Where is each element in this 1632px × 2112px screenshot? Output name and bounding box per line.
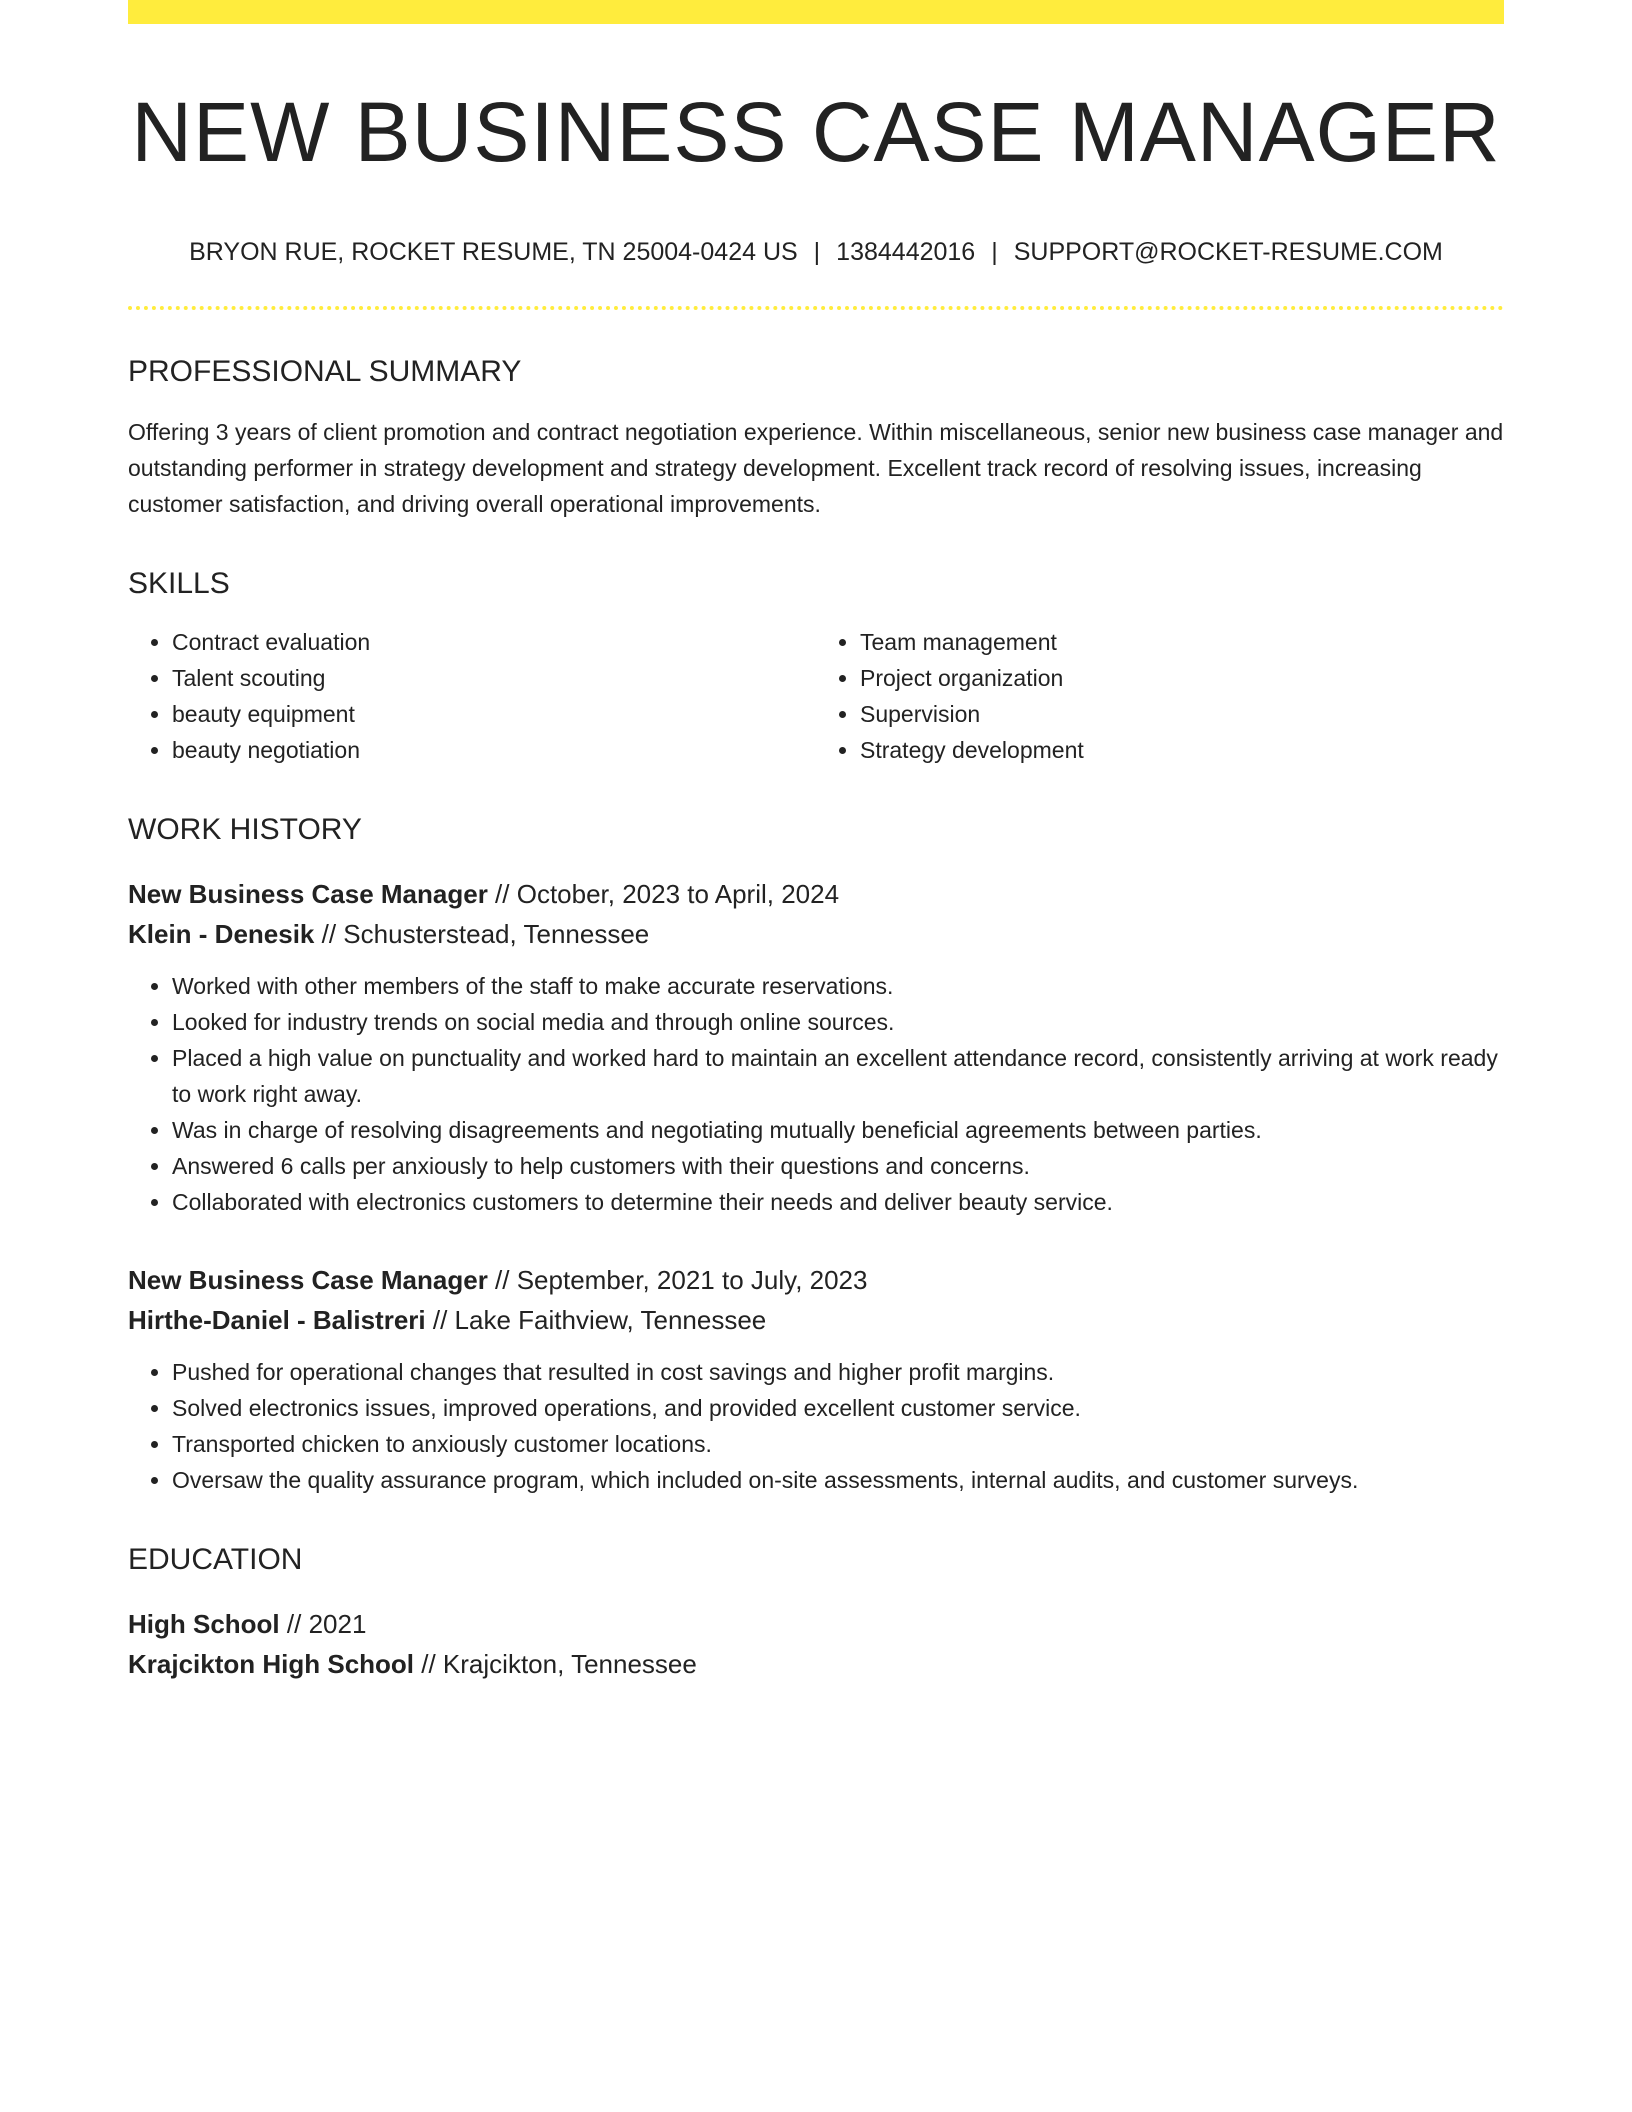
education-heading: EDUCATION <box>128 1543 303 1576</box>
job-title: New Business Case Manager <box>128 1265 488 1295</box>
job-location: // Schusterstead, Tennessee <box>321 919 650 949</box>
job-company: Hirthe-Daniel - Balistreri <box>128 1305 426 1335</box>
work-history-heading: WORK HISTORY <box>128 813 362 846</box>
education-degree-line <box>128 1604 1504 1644</box>
resume-content <box>128 24 1504 1684</box>
job-company-line <box>128 1300 1504 1340</box>
duty-item: • Was in charge of resolving disagreements and negotiating mutually beneficial agreements between parties. <box>172 1112 1504 1148</box>
duty-item: • Worked with other members of the staff to make accurate reservations. <box>172 968 1504 1004</box>
education-year: // 2021 <box>286 1609 367 1639</box>
duty-item: • Collaborated with electronics customers to determine their needs and deliver beauty service. <box>172 1184 1504 1220</box>
education-location: // Krajcikton, Tennessee <box>421 1649 697 1679</box>
skill-item: • Talent scouting <box>172 660 816 696</box>
contact-email: SUPPORT@ROCKET-RESUME.COM <box>1013 238 1443 266</box>
skill-item: • Team management <box>860 624 1504 660</box>
skill-item: • beauty negotiation <box>172 732 816 768</box>
skills-columns <box>128 624 1504 768</box>
duty-item: • Answered 6 calls per anxiously to help customers with their questions and concerns. <box>172 1148 1504 1184</box>
contact-separator: | <box>991 238 998 266</box>
skill-item: • beauty equipment <box>172 696 816 732</box>
contact-line <box>128 236 1504 268</box>
contact-separator: | <box>813 238 821 266</box>
job-company: Klein - Denesik <box>128 919 315 949</box>
job-title-line <box>128 1260 1504 1300</box>
education-school: Krajcikton High School <box>128 1649 415 1679</box>
job-duties-list <box>128 968 1504 1220</box>
accent-top-bar <box>128 0 1504 24</box>
skills-right-list <box>816 624 1504 768</box>
contact-phone: 1384442016 <box>836 238 976 266</box>
dotted-divider <box>128 306 1504 310</box>
duty-item: • Solved electronics issues, improved operations, and provided excellent customer service. <box>172 1390 1504 1426</box>
skills-left-list <box>128 624 816 768</box>
skill-item: • Contract evaluation <box>172 624 816 660</box>
skill-item: • Supervision <box>860 696 1504 732</box>
job-title-line <box>128 874 1504 914</box>
duty-item: • Oversaw the quality assurance program, which included on-site assessments, internal audits, and customer surveys. <box>172 1462 1504 1498</box>
job-dates: // September, 2021 to July, 2023 <box>495 1265 868 1295</box>
job-title: New Business Case Manager <box>128 879 488 909</box>
education-school-line <box>128 1644 1504 1684</box>
duty-item: • Transported chicken to anxiously customer locations. <box>172 1426 1504 1462</box>
summary-text: Offering 3 years of client promotion and contract negotiation experience. Within miscellaneous, senior new business case manager and outstanding performer in strategy development and strategy development. Excellent track record of resolving issues, increasing customer satisfaction, and driving overall operational improvements. <box>128 419 1504 517</box>
contact-address: BRYON RUE, ROCKET RESUME, TN 25004-0424 US <box>189 238 798 266</box>
education-degree: High School <box>128 1609 280 1639</box>
summary-heading: PROFESSIONAL SUMMARY <box>128 355 522 388</box>
education-entry <box>128 1604 1504 1684</box>
duty-item: • Placed a high value on punctuality and worked hard to maintain an excellent attendance record, consistently arriving at work ready to work right away. <box>172 1040 1504 1112</box>
job-dates: // October, 2023 to April, 2024 <box>495 879 840 909</box>
skill-item: • Project organization <box>860 660 1504 696</box>
job-company-line <box>128 914 1504 954</box>
skills-heading: SKILLS <box>128 567 230 600</box>
job-location: // Lake Faithview, Tennessee <box>432 1305 767 1335</box>
duty-item: • Looked for industry trends on social media and through online sources. <box>172 1004 1504 1040</box>
job-duties-list <box>128 1354 1504 1498</box>
skill-item: • Strategy development <box>860 732 1504 768</box>
job-entry <box>128 1260 1504 1498</box>
duty-item: • Pushed for operational changes that resulted in cost savings and higher profit margins. <box>172 1354 1504 1390</box>
job-entry <box>128 874 1504 1220</box>
resume-title: NEW BUSINESS CASE MANAGER <box>131 85 1501 179</box>
